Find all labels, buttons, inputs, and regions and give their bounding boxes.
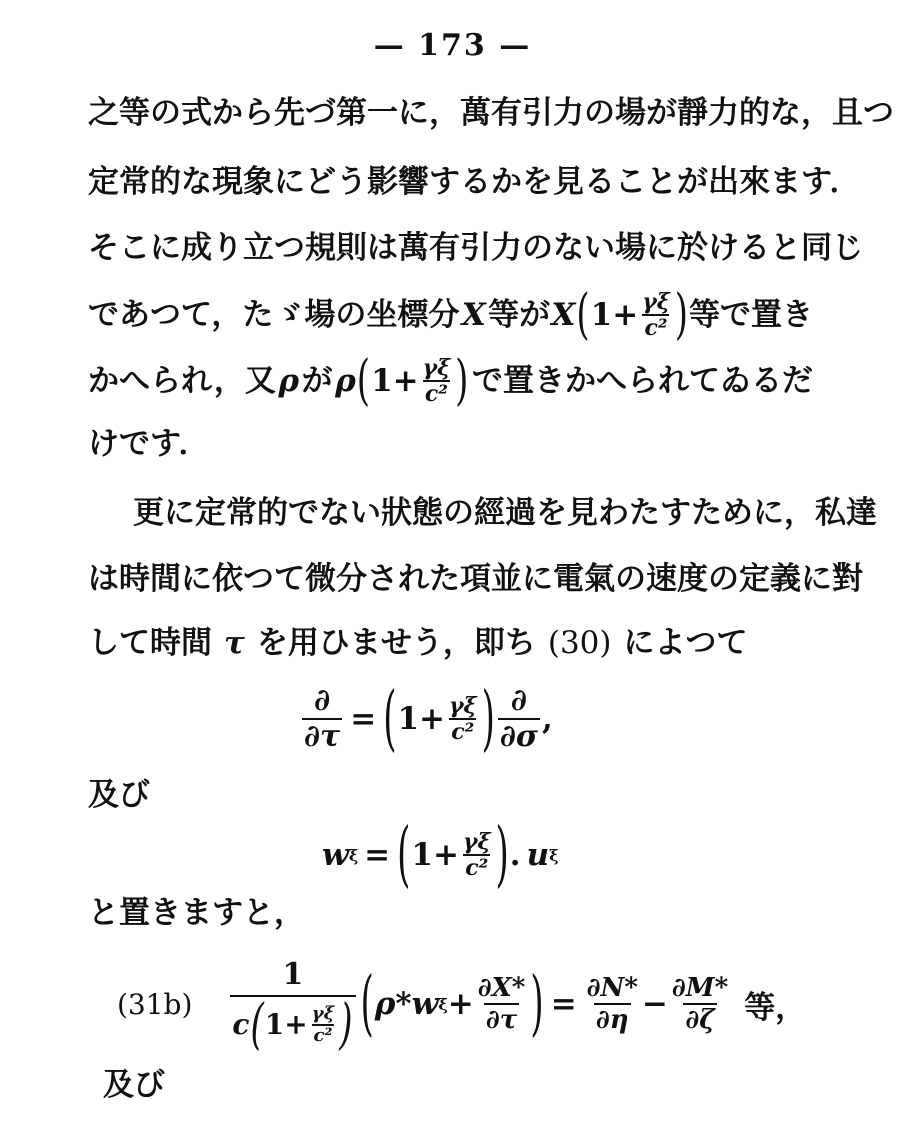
equation-reference: (30) [547, 625, 612, 661]
paren-open: ( [576, 283, 590, 347]
equation-velocity [322, 813, 559, 897]
paren-close: ) [495, 813, 509, 897]
numerator: γξ [422, 355, 451, 381]
math-symbol: X [551, 297, 576, 333]
subscript: ξ [348, 845, 359, 865]
math-term: 1+ [590, 297, 639, 333]
text-fragment: かへられ，又 [88, 363, 276, 399]
comma: , [542, 701, 553, 737]
math-symbol: ρ [278, 363, 300, 399]
denominator: c² [313, 1025, 333, 1046]
denominator [230, 993, 355, 1057]
denominator: c² [451, 719, 475, 745]
numerator: γξ [311, 1003, 335, 1024]
math-symbol: τ [224, 625, 245, 661]
math-symbol: ρ [335, 363, 356, 399]
math-symbol: c [232, 1008, 250, 1041]
denominator: ∂σ [499, 719, 538, 754]
text-fragment: して時間 [88, 625, 212, 661]
text-fragment: 等が [488, 297, 551, 333]
math-symbol: w [322, 837, 349, 873]
text-line: けです． [88, 426, 210, 462]
text-fragment: 等， [744, 989, 807, 1026]
equals-sign: = [350, 701, 377, 737]
equation-label: (31b) [117, 987, 193, 1021]
text-line: そこに成り立つ規則は萬有引力のない場に於けると同じ [88, 230, 863, 266]
text-line: 之等の式から先づ第一に，萬有引力の場が靜力的な，且つ [88, 95, 894, 131]
text-line: 定常的な現象にどう影響するかを見ることが出來ます． [88, 164, 861, 200]
paren-close: ) [339, 993, 353, 1057]
equals-sign: = [364, 837, 391, 873]
math-term: 1+ [371, 363, 419, 399]
denominator: c² [465, 855, 489, 881]
paren-close: ) [674, 283, 689, 347]
text-fragment: で置きかへられてゐるだ [472, 363, 813, 399]
paren-open: ( [356, 349, 371, 413]
paren-close: ) [455, 349, 469, 413]
text-line-with-math [88, 283, 814, 347]
equation-derivative [300, 677, 553, 761]
fraction [421, 356, 453, 406]
subscript: ξ [438, 994, 448, 1014]
denominator: ∂ζ [685, 1005, 715, 1035]
math-term: 1+ [411, 837, 459, 873]
text-line: と置きますと， [88, 895, 305, 931]
denominator: c² [424, 381, 448, 407]
paren-open: ( [250, 993, 264, 1057]
math-symbol: ρ* [374, 986, 412, 1022]
math-term: 1+ [264, 1008, 308, 1041]
dot: . [509, 837, 521, 873]
text-fragment: が [301, 363, 333, 399]
numerator: 1 [282, 957, 304, 992]
numerator: ∂ [510, 683, 527, 718]
paren-close: ) [481, 677, 495, 761]
text-fragment: を用ひませう，即ち [256, 625, 536, 661]
fraction [640, 290, 672, 340]
fraction [670, 973, 730, 1035]
denominator: c² [644, 315, 668, 341]
text-line-with-math [88, 623, 813, 663]
math-symbol: X [461, 297, 486, 333]
denominator: ∂τ [485, 1005, 518, 1035]
numerator: γξ [449, 693, 477, 719]
fraction [498, 684, 540, 754]
fraction [476, 973, 528, 1035]
numerator: γξ [462, 829, 491, 855]
equals-sign: = [550, 986, 577, 1022]
text-line: は時間に依つて微分された項並に電氣の速度の定義に對 [88, 561, 863, 597]
equation-31b [117, 955, 807, 1057]
subscript: ξ [549, 845, 559, 865]
numerator: ∂X* [477, 973, 526, 1003]
fraction [230, 955, 355, 1057]
plus-sign: + [447, 986, 474, 1022]
minus-sign: − [641, 986, 668, 1022]
math-symbol: w [411, 986, 439, 1022]
numerator: γξ [642, 289, 670, 315]
fraction [302, 684, 342, 754]
denominator: ∂τ [304, 719, 341, 754]
text-fragment: 等で置き [689, 297, 814, 333]
text-line-with-math [88, 349, 813, 413]
numerator: ∂N* [586, 973, 638, 1003]
numerator: ∂ [314, 683, 331, 718]
fraction [310, 1004, 337, 1046]
math-term: 1+ [397, 701, 446, 737]
paren-open: ( [383, 677, 397, 761]
paren-open: ( [360, 962, 374, 1046]
text-fragment: によつて [623, 625, 748, 661]
math-symbol: u [526, 837, 550, 873]
numerator: ∂M* [671, 973, 729, 1003]
paren-open: ( [397, 813, 411, 897]
fraction [447, 694, 479, 744]
paren-close: ) [530, 962, 544, 1046]
page-number: — 173 — [373, 28, 532, 63]
fraction [461, 830, 493, 880]
text-line: 更に定常的でない狀態の經過を見わたすために，私達 [133, 495, 877, 531]
denominator: ∂η [595, 1005, 629, 1035]
fraction [585, 973, 640, 1035]
text-fragment: であつて，たゞ場の坐標分 [88, 297, 460, 333]
text-line: 及び [88, 777, 150, 813]
text-line: 及び [103, 1067, 165, 1103]
